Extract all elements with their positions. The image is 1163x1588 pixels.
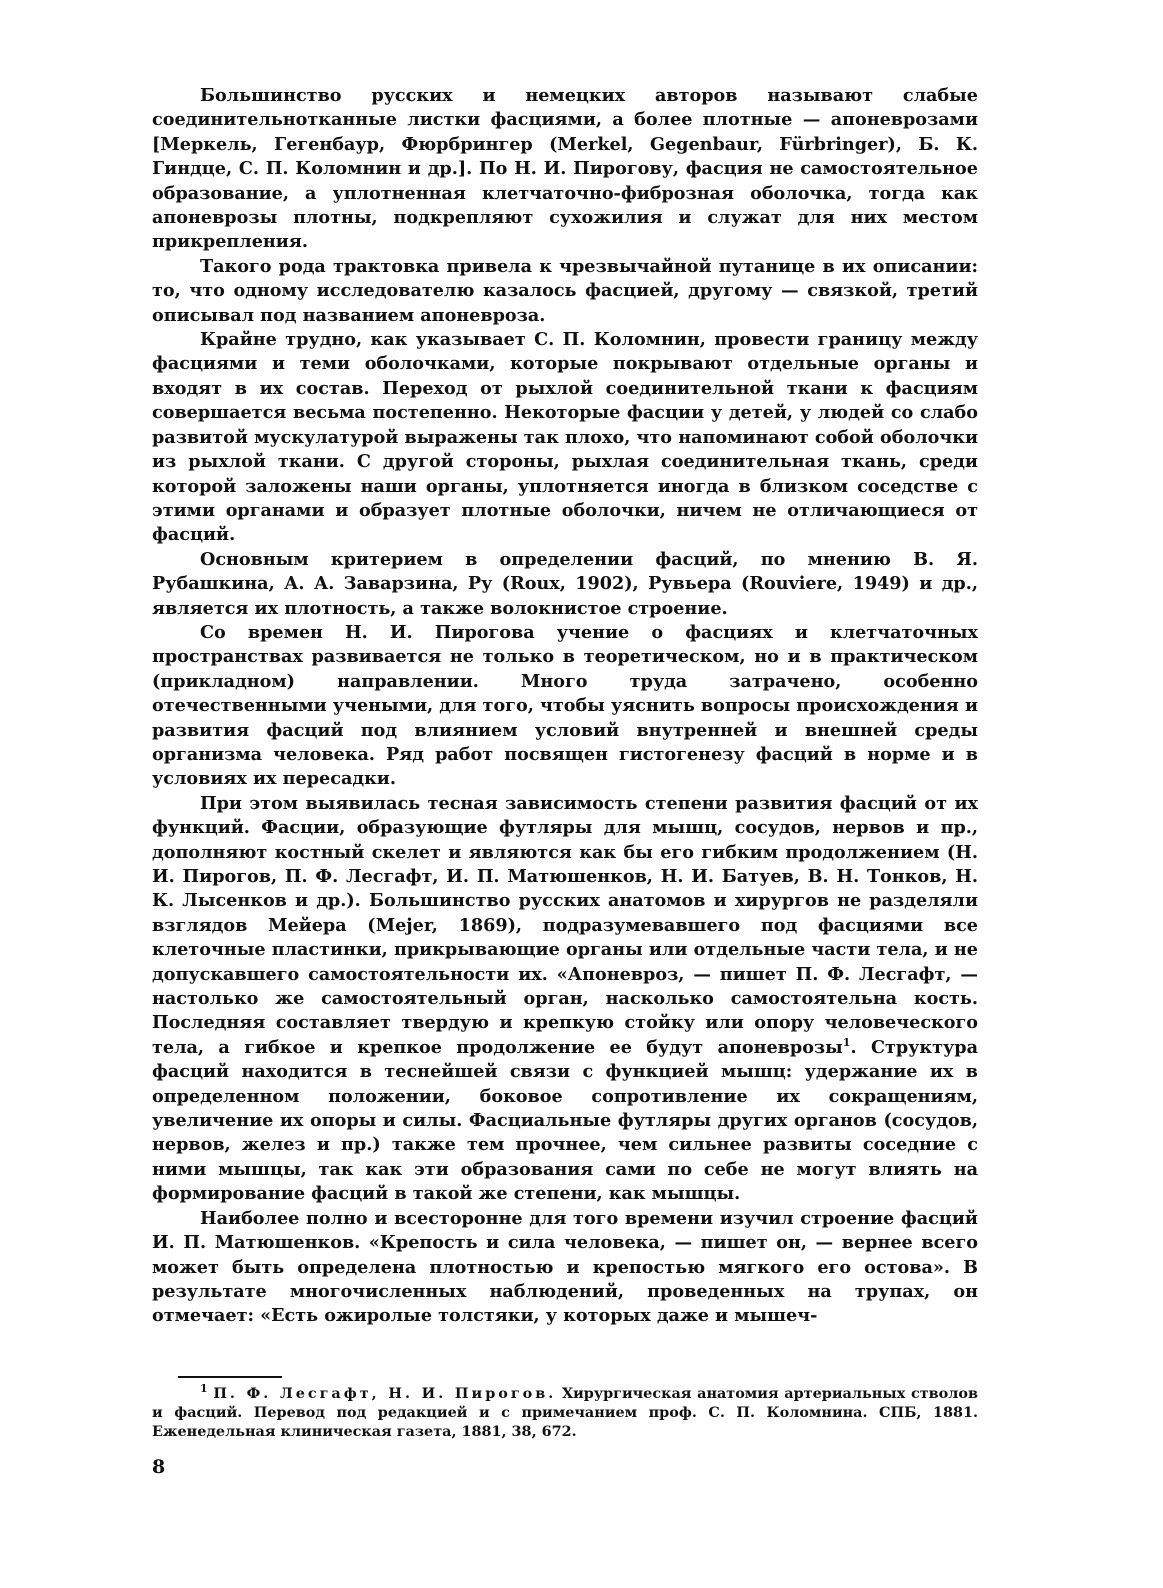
footnote-divider xyxy=(178,1376,282,1378)
paragraph-2: Такого рода трактовка привела к чрезвычайной путанице в их описании: то, что одному исследователю казалось фасцией, другому — связкой, третий описывал под названием апоневроза. xyxy=(152,255,978,326)
paragraph-1: Большинство русских и немецких авторов называют слабые соединительнотканные листки фасциями, а более плотные — апоневрозами [Меркель, Гегенбаур, Фюрбрингер (Merkel, Gegenbaur, Fürbringer), Б. К. Гиндце, С. П. Коломнин и др.]. По Н. И. Пирогову, фасция не самостоятельное образование, а уплотненная клетчаточно-фиброзная оболочка, тогда как апоневрозы плотны, подкрепляют сухожилия и служат для них местом прикрепления. xyxy=(152,85,978,253)
footnote-mark: 1 xyxy=(200,1382,208,1396)
paragraph-6-continuation: . Структура фасций находится в теснейшей связи с функцией мышц: удержание их в определенном положении, боковое сопротивление их сокращениям, увеличение их опоры и силы. Фасциальные футляры других органов (сосудов, нервов, желез и пр.) также тем прочнее, чем сильнее развиты соседние с ними мышцы, так как эти образования сами по себе не могут влиять на формирование фасций в такой же степени, как мышцы. xyxy=(152,1036,979,1205)
paragraph-5: Со времен Н. И. Пирогова учение о фасциях и клетчаточных пространствах развивается не только в теоретическом, но и в практическом (прикладном) направлении. Много труда затрачено, особенно отечественными учеными, для того, чтобы уяснить вопросы происхождения и развития фасций под влиянием условий внутренней и внешней среды организма человека. Ряд работ посвящен гистогенезу фасций в норме и в условиях их пересадки. xyxy=(152,621,978,790)
paragraph-6-text: При этом выявилась тесная зависимость степени развития фасций от их функций. Фасции, образующие футляры для мышц, сосудов, нервов и пр., дополняют костный скелет и являются как бы его гибким продолжением (Н. И. Пирогов, П. Ф. Лесгафт, И. П. Матюшенков, Н. И. Батуев, В. Н. Тонков, Н. К. Лысенков и др.). Большинство русских анатомов и хирургов не разделяли взглядов Мейера (Mejer, 1869), подразумевавшего под фасциями все клеточные пластинки, прикрывающие органы или отдельные части тела, и не допускавшего самостоятельности их. «Апоневроз, — пишет П. Ф. Лесгафт, — настолько же самостоятельный орган, насколько самостоятельна кость. Последняя составляет твердую и крепкую стойку или опору человеческого тела, а гибкое и крепкое продолжение ее будут апоневрозы xyxy=(152,792,978,1058)
page-number: 8 xyxy=(152,1456,166,1478)
page-body xyxy=(152,84,978,1329)
paragraph-3: Крайне трудно, как указывает С. П. Коломнин, провести границу между фасциями и теми оболочками, которые покрывают отдельные органы и входят в их состав. Переход от рыхлой соединительной ткани к фасциям совершается весьма постепенно. Некоторые фасции у детей, у людей со слабо развитой мускулатурой выражены так плохо, что напоминают собой оболочки из рыхлой ткани. С другой стороны, рыхлая соединительная ткань, среди которой заложены наши органы, уплотняется иногда в близком соседстве с этими органами и образует плотные оболочки, ничем не отличающиеся от фасций. xyxy=(152,329,978,546)
paragraph-4: Основным критерием в определении фасций, по мнению В. Я. Рубашкина, А. А. Заварзина, Ру (Roux, 1902), Рувьера (Rouviere, 1949) и др., является их плотность, а также волокнистое строение. xyxy=(152,548,978,619)
paragraph-7: Наиболее полно и всесторонне для того времени изучил строение фасций И. П. Матюшенков. «Крепость и сила человека, — пишет он, — вернее всего может быть определена плотностью и крепостью мягкого его остова». В результате многочисленных наблюдений, проведенных на трупах, он отмечает: «Есть ожиролые толстяки, у которых даже и мышеч- xyxy=(152,1207,978,1327)
footnote-reference: 1 xyxy=(842,1035,851,1049)
footnote-authors: П. Ф. Лесгафт, Н. И. Пирогов. xyxy=(213,1385,557,1402)
footnote xyxy=(152,1384,978,1442)
paragraph-6 xyxy=(152,792,978,1207)
footnote-text: Хирургическая анатомия артериальных стволов и фасций. Перевод под редакцией и с примечанием проф. С. П. Коломнина. СПБ, 1881. Еженедельная клиническая газета, 1881, 38, 672. xyxy=(152,1385,978,1441)
